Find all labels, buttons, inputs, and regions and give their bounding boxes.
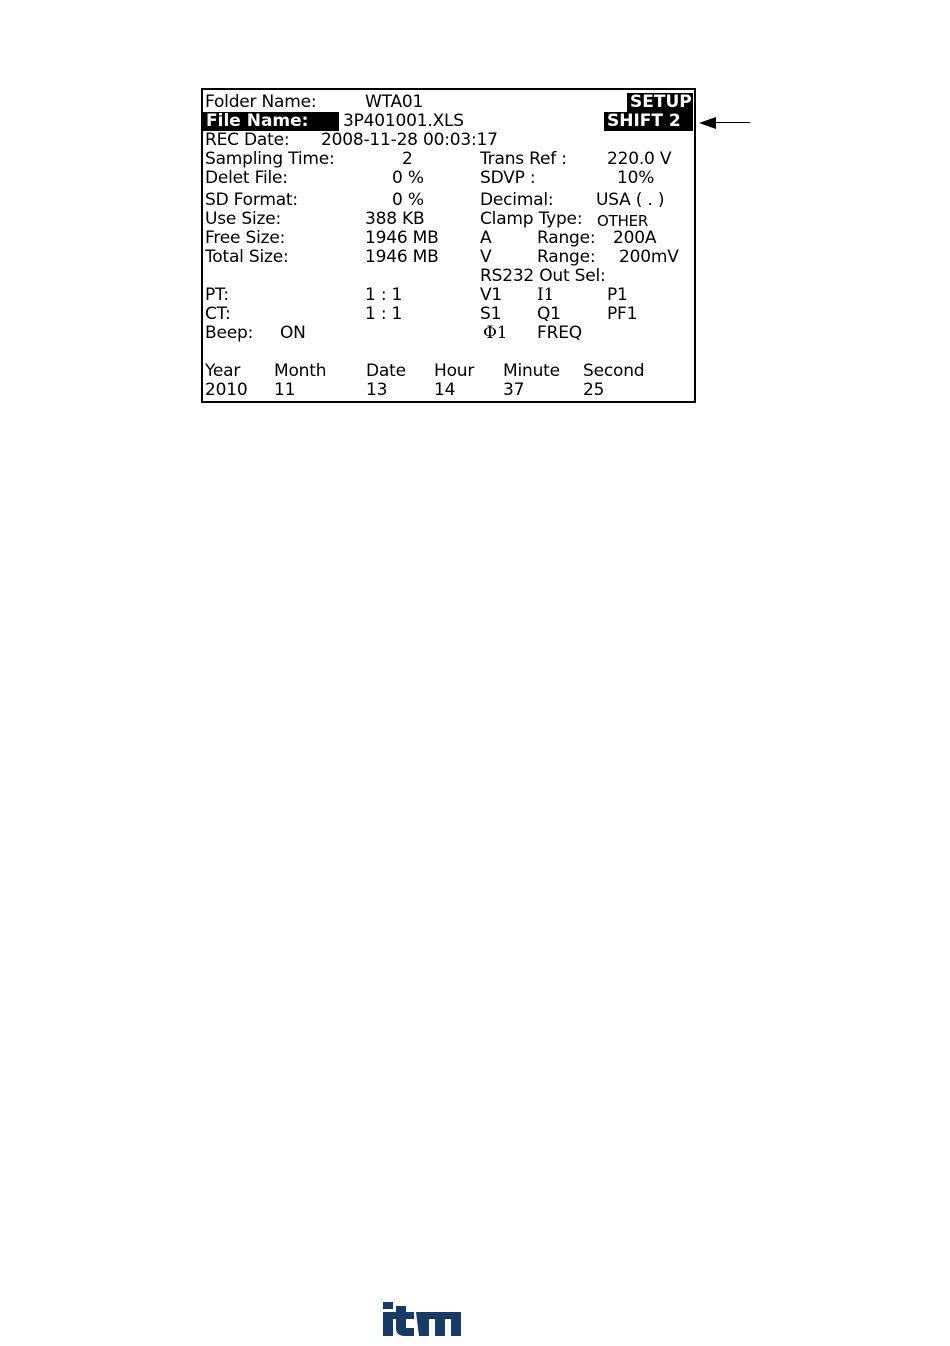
- folder-name-value: WTA01: [365, 92, 424, 112]
- beep-label: Beep:: [205, 323, 254, 343]
- setup-mode-badge: SETUP: [627, 93, 693, 112]
- sampling-time-label: Sampling Time:: [205, 149, 335, 169]
- total-size-value: 1946 MB: [365, 247, 439, 267]
- sd-format-value: 0 %: [392, 190, 424, 210]
- rs232-item-phase1: Φ1: [483, 323, 508, 343]
- itm-logo: [383, 1302, 461, 1336]
- trans-ref-value: 220.0 V: [607, 149, 672, 169]
- delet-file-label: Delet File:: [205, 168, 288, 188]
- free-size-label: Free Size:: [205, 228, 286, 248]
- sd-format-label: SD Format:: [205, 190, 298, 210]
- rs232-item-v1: V1: [480, 285, 503, 305]
- rs232-item-freq: FREQ: [537, 323, 582, 343]
- clock-header-year: Year: [205, 361, 241, 381]
- ct-label: CT:: [205, 304, 231, 324]
- rs232-item-q1: Q1: [537, 304, 561, 324]
- rec-date-value: 2008-11-28 00:03:17: [321, 130, 498, 150]
- clock-header-date: Date: [366, 361, 406, 381]
- clock-value-year: 2010: [205, 380, 248, 400]
- a-range-value: 200A: [613, 228, 657, 248]
- use-size-value: 388 KB: [365, 209, 425, 229]
- clock-value-hour: 14: [434, 380, 456, 400]
- clock-value-minute: 37: [503, 380, 525, 400]
- rs232-item-s1: S1: [480, 304, 502, 324]
- clock-value-second: 25: [583, 380, 605, 400]
- decimal-value: USA ( . ): [596, 190, 665, 210]
- a-range-prefix: A: [480, 228, 492, 248]
- a-range-label: Range:: [537, 228, 596, 248]
- rs232-out-sel-label: RS232 Out Sel:: [480, 266, 606, 286]
- trans-ref-label: Trans Ref :: [480, 149, 567, 169]
- decimal-label: Decimal:: [480, 190, 554, 210]
- arrow-pointer-line: [716, 122, 750, 123]
- lcd-setup-screen: [201, 88, 696, 403]
- file-name-value: 3P401001.XLS: [343, 111, 464, 131]
- sampling-time-value: 2: [402, 149, 413, 169]
- rs232-item-i1: I1: [537, 285, 555, 305]
- rs232-item-p1: P1: [607, 285, 628, 305]
- rec-date-label: REC Date:: [205, 130, 290, 150]
- clock-header-second: Second: [583, 361, 645, 381]
- ct-value: 1 : 1: [365, 304, 403, 324]
- clock-header-minute: Minute: [503, 361, 560, 381]
- clamp-type-label: Clamp Type:: [480, 209, 583, 229]
- use-size-label: Use Size:: [205, 209, 281, 229]
- v-range-value: 200mV: [619, 247, 679, 267]
- clock-header-month: Month: [274, 361, 327, 381]
- pt-label: PT:: [205, 285, 229, 305]
- left-arrow-icon: [699, 117, 716, 129]
- clock-header-hour: Hour: [434, 361, 475, 381]
- delet-file-value: 0 %: [392, 168, 424, 188]
- v-range-prefix: V: [480, 247, 492, 267]
- beep-value: ON: [280, 323, 306, 343]
- sdvp-label: SDVP :: [480, 168, 536, 188]
- clamp-type-value: OTHER: [597, 212, 649, 230]
- rs232-item-pf1: PF1: [607, 304, 638, 324]
- clock-value-month: 11: [274, 380, 296, 400]
- shift-mode-badge: SHIFT 2: [604, 112, 693, 131]
- clock-value-date: 13: [366, 380, 388, 400]
- folder-name-label: Folder Name:: [205, 92, 317, 112]
- free-size-value: 1946 MB: [365, 228, 439, 248]
- sdvp-value: 10%: [617, 168, 655, 188]
- pt-value: 1 : 1: [365, 285, 403, 305]
- total-size-label: Total Size:: [205, 247, 289, 267]
- file-name-label: File Name:: [203, 112, 339, 131]
- v-range-label: Range:: [537, 247, 596, 267]
